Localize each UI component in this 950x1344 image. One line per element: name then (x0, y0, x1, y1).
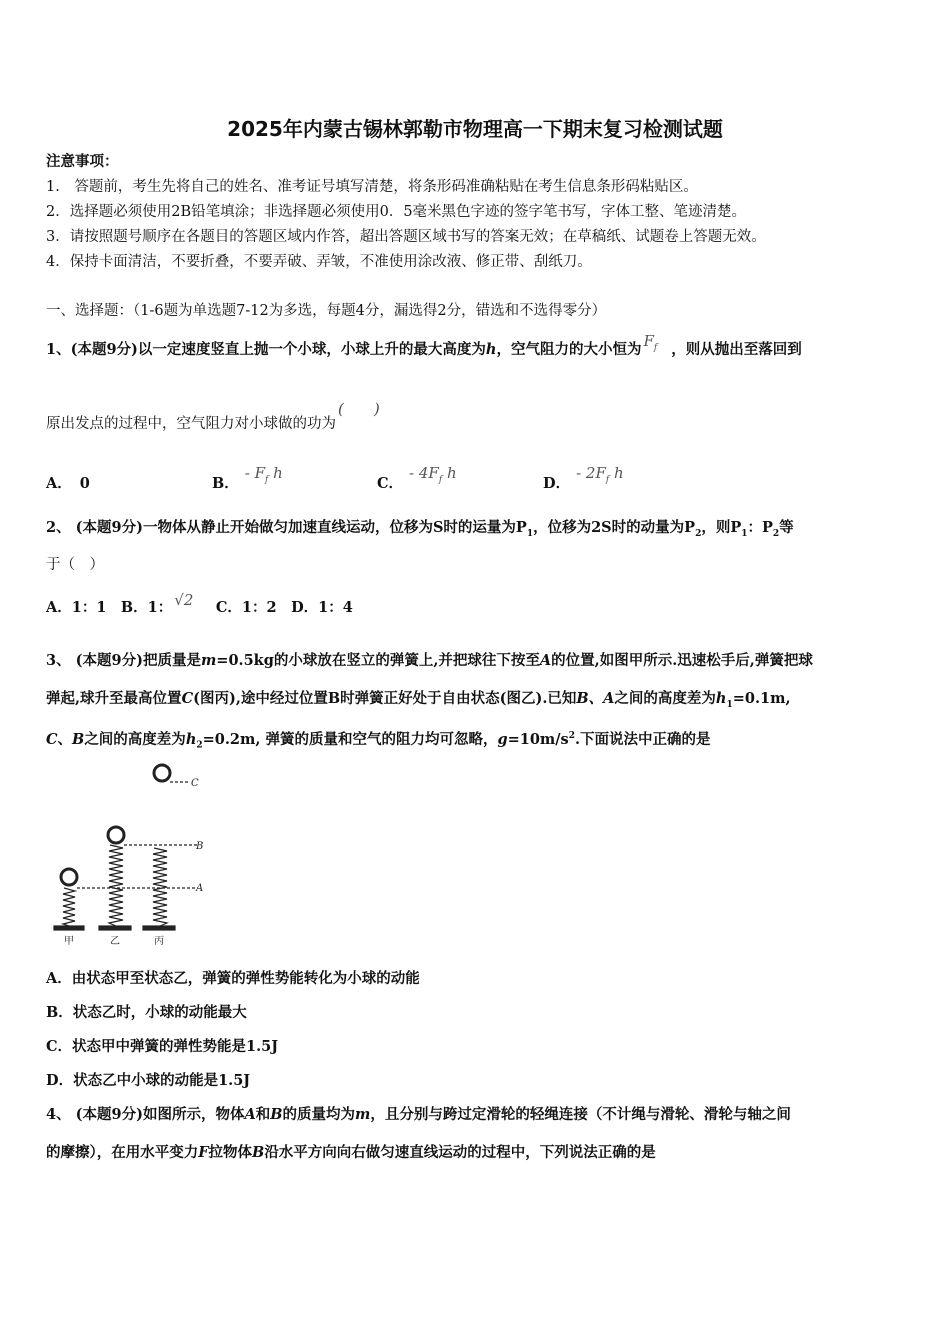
label-c: C (191, 778, 199, 789)
label-a: A (196, 883, 204, 894)
page-title: 2025年内蒙古锡林郭勒市物理高一下期末复习检测试题 (227, 117, 723, 141)
label-bing: 丙 (154, 936, 164, 947)
ball-yi (108, 827, 124, 843)
ball-c (154, 765, 170, 781)
question-2-options: A．1：1 B．1： √2 C．1：2 D．1：4 (46, 591, 353, 616)
q3-option-a: A．由状态甲至状态乙，弹簧的弹性势能转化为小球的动能 (46, 970, 420, 987)
question-2-line-1: 2、 (本题9分)一物体从静止开始做匀加速直线运动，位移为S时的运量为$P_1$，位移为2S时的动量为$P_2$，则$P_1$：$P_2$等 (46, 519, 794, 539)
q3-option-b: B．状态乙时，小球的动能最大 (46, 1004, 247, 1021)
q1-prefix: 1、(本题9分)以一定速度竖直上抛一个小球，小球上升的最大高度为 (46, 341, 486, 358)
q1-option-d: D．- $2F_f$ h (543, 464, 624, 492)
question-1-line-1 (46, 332, 802, 366)
question-1-line-2 (46, 400, 380, 434)
spring-figure (46, 760, 216, 952)
q1-option-c-math: - $4F_f$ h (409, 464, 457, 485)
q1-option-b-math: - $F_f$ h (244, 464, 283, 485)
spring-jia (63, 888, 75, 926)
label-b: B (196, 841, 204, 852)
section-heading: 一、选择题：（1-6题为单选题7-12为多选，每题4分，漏选得2分，错选和不选得零分） (46, 303, 607, 319)
q1-paren: ( ) (338, 400, 380, 418)
notice-heading: 注意事项： (46, 153, 119, 170)
question-3-line-3: C、B之间的高度差为$h_2=0.2m$, 弹簧的质量和空气的阻力均可忽略，$g=10m/s^2$.下面说法中正确的是 (46, 730, 711, 751)
sqrt-2: √2 (174, 591, 194, 609)
question-2-line-2: 于（ ） (46, 557, 104, 573)
notice-item: 2．选择题必须使用2B铅笔填涂；非选择题必须使用0．5毫米黑色字迹的签字笔书写，字体工整、笔迹清楚。 (46, 204, 747, 220)
question-3-line-2: 弹起,球升至最高位置C(图丙),途中经过位置B时弹簧正好处于自由状态(图乙).已知B、A之间的高度差为$h_1=0.1m$, (46, 690, 791, 710)
q1-option-d-math: - $2F_f$ h (576, 464, 624, 485)
spring-bing (153, 848, 167, 926)
q3-option-d: D．状态乙中小球的动能是1.5J (46, 1072, 251, 1089)
question-4-line-1: 4、 (本题9分)如图所示，物体A和B的质量均为m，且分别与跨过定滑轮的轻绳连接（不计绳与滑轮、滑轮与轴之间 (46, 1106, 791, 1123)
q1-line2: 原出发点的过程中，空气阻力对小球做的功为 (46, 416, 336, 432)
label-yi: 乙 (110, 936, 120, 947)
q1-ff: $F_f$ (643, 332, 658, 353)
label-jia: 甲 (64, 936, 74, 947)
notice-item: 1. 答题前，考生先将自己的姓名、准考证号填写清楚，将条形码准确粘贴在考生信息条形码粘贴区。 (46, 179, 698, 195)
q1-option-c: C．- $4F_f$ h (377, 464, 457, 492)
q1-option-b: B．- $F_f$ h (212, 464, 283, 492)
q1-suffix: ，则从抛出至落回到 (671, 341, 802, 358)
question-3-line-1: 3、 (本题9分)把质量是m=0.5kg的小球放在竖立的弹簧上,并把球往下按至A的位置,如图甲所示.迅速松手后,弹簧把球 (46, 652, 813, 669)
q1-h: h (485, 341, 497, 358)
notice-item: 3．请按照题号顺序在各题目的答题区域内作答，超出答题区域书写的答案无效；在草稿纸、试题卷上答题无效。 (46, 229, 766, 245)
ball-jia (61, 869, 77, 885)
q3-option-c: C．状态甲中弹簧的弹性势能是1.5J (46, 1038, 279, 1055)
spring-yi (109, 845, 123, 926)
question-4-line-2: 的摩擦），在用水平变力F拉物体B沿水平方向向右做匀速直线运动的过程中，下列说法正确的是 (46, 1144, 656, 1161)
notice-item: 4．保持卡面清洁，不要折叠，不要弄破、弄皱，不准使用涂改液、修正带、刮纸刀。 (46, 254, 592, 270)
q1-option-a: A． 0 (46, 475, 90, 492)
q1-mid: ，空气阻力的大小恒为 (496, 341, 642, 358)
